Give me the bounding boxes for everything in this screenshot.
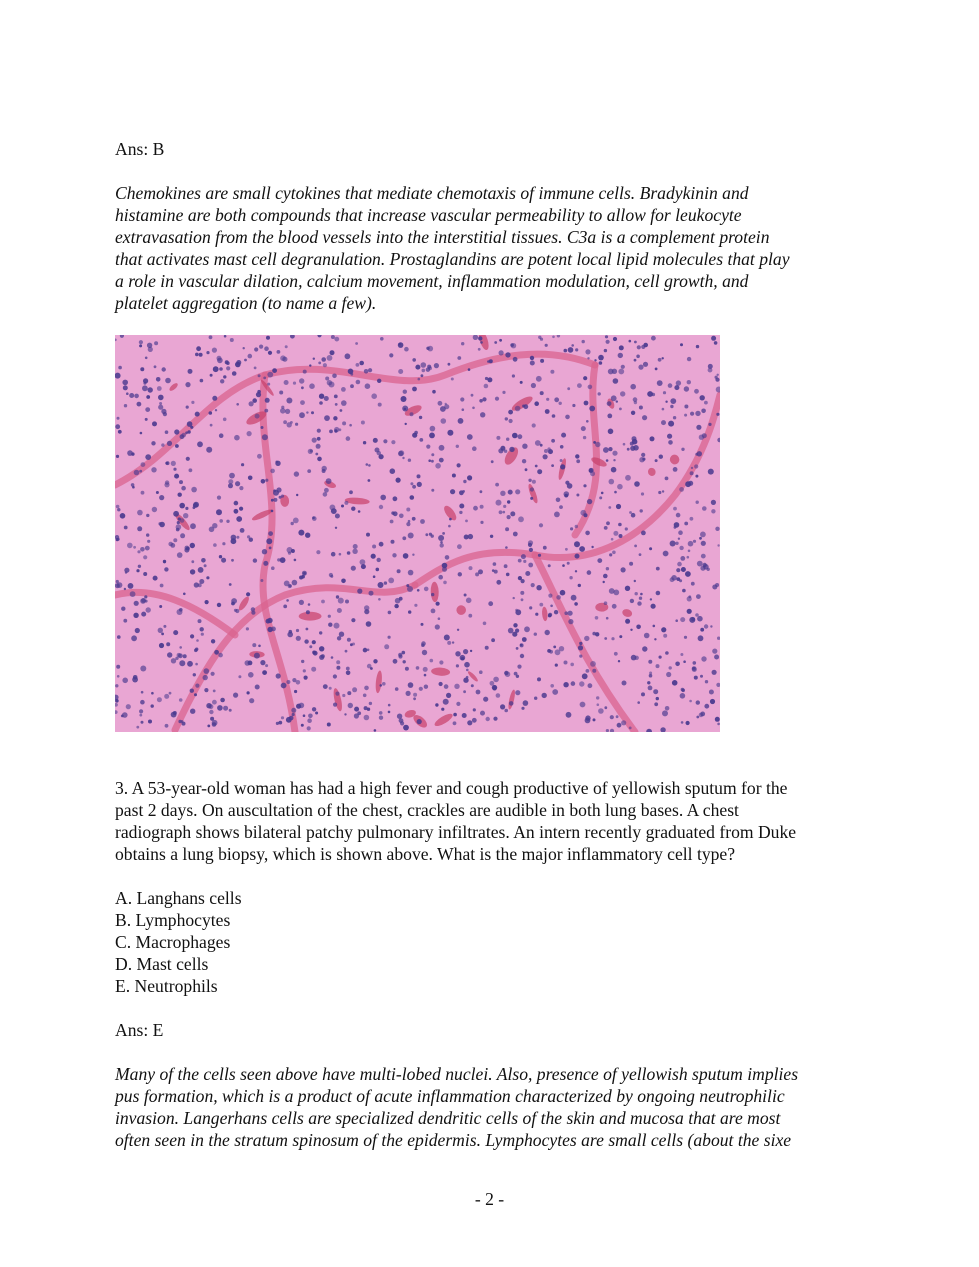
explanation-line: pus formation, which is a product of acute inflammation characterized by ongoing neutrophilic [115,1086,785,1106]
answer-line: Ans: B [115,139,165,159]
previous-explanation [115,182,875,314]
question-line: obtains a lung biopsy, which is shown above. What is the major inflammatory cell type? [115,844,736,864]
explanation-line: that activates mast cell degranulation. Prostaglandins are potent local lipid molecules that play [115,249,790,269]
option-e: E. Neutrophils [115,976,218,996]
question-line: past 2 days. On auscultation of the chest, crackles are audible in both lung bases. A chest [115,800,739,820]
explanation-line: histamine are both compounds that increase vascular permeability to allow for leukocyte [115,205,742,225]
answer-line: Ans: E [115,1020,164,1040]
question-stem [115,777,875,865]
explanation-line: Chemokines are small cytokines that mediate chemotaxis of immune cells. Bradykinin and [115,183,749,203]
option-d: D. Mast cells [115,954,209,974]
answer-options [115,887,875,997]
explanation-line: platelet aggregation (to name a few). [115,293,377,313]
explanation-line: Many of the cells seen above have multi-lobed nuclei. Also, presence of yellowish sputum implies [115,1064,799,1084]
micrograph-image [115,335,720,732]
option-c: C. Macrophages [115,932,231,952]
explanation-line: invasion. Langerhans cells are specialized dendritic cells of the skin and mucosa that are most [115,1108,781,1128]
option-a: A. Langhans cells [115,888,242,908]
page-number: - 2 - [474,1189,505,1209]
answer [115,1019,875,1041]
question-line: radiograph shows bilateral patchy pulmonary infiltrates. An intern recently graduated from Duke [115,822,797,842]
explanation-line: extravasation from the blood vessels into the interstitial tissues. C3a is a complement protein [115,227,770,247]
explanation-line: a role in vascular dilation, calcium movement, inflammation modulation, cell growth, and [115,271,749,291]
previous-answer [115,138,875,160]
lung-biopsy-micrograph [115,335,720,732]
question-line: 3. A 53-year-old woman has had a high fever and cough productive of yellowish sputum for the [115,778,788,798]
explanation [115,1063,875,1151]
explanation-line: often seen in the stratum spinosum of the epidermis. Lymphocytes are small cells (about the sixe [115,1130,792,1150]
option-b: B. Lymphocytes [115,910,231,930]
